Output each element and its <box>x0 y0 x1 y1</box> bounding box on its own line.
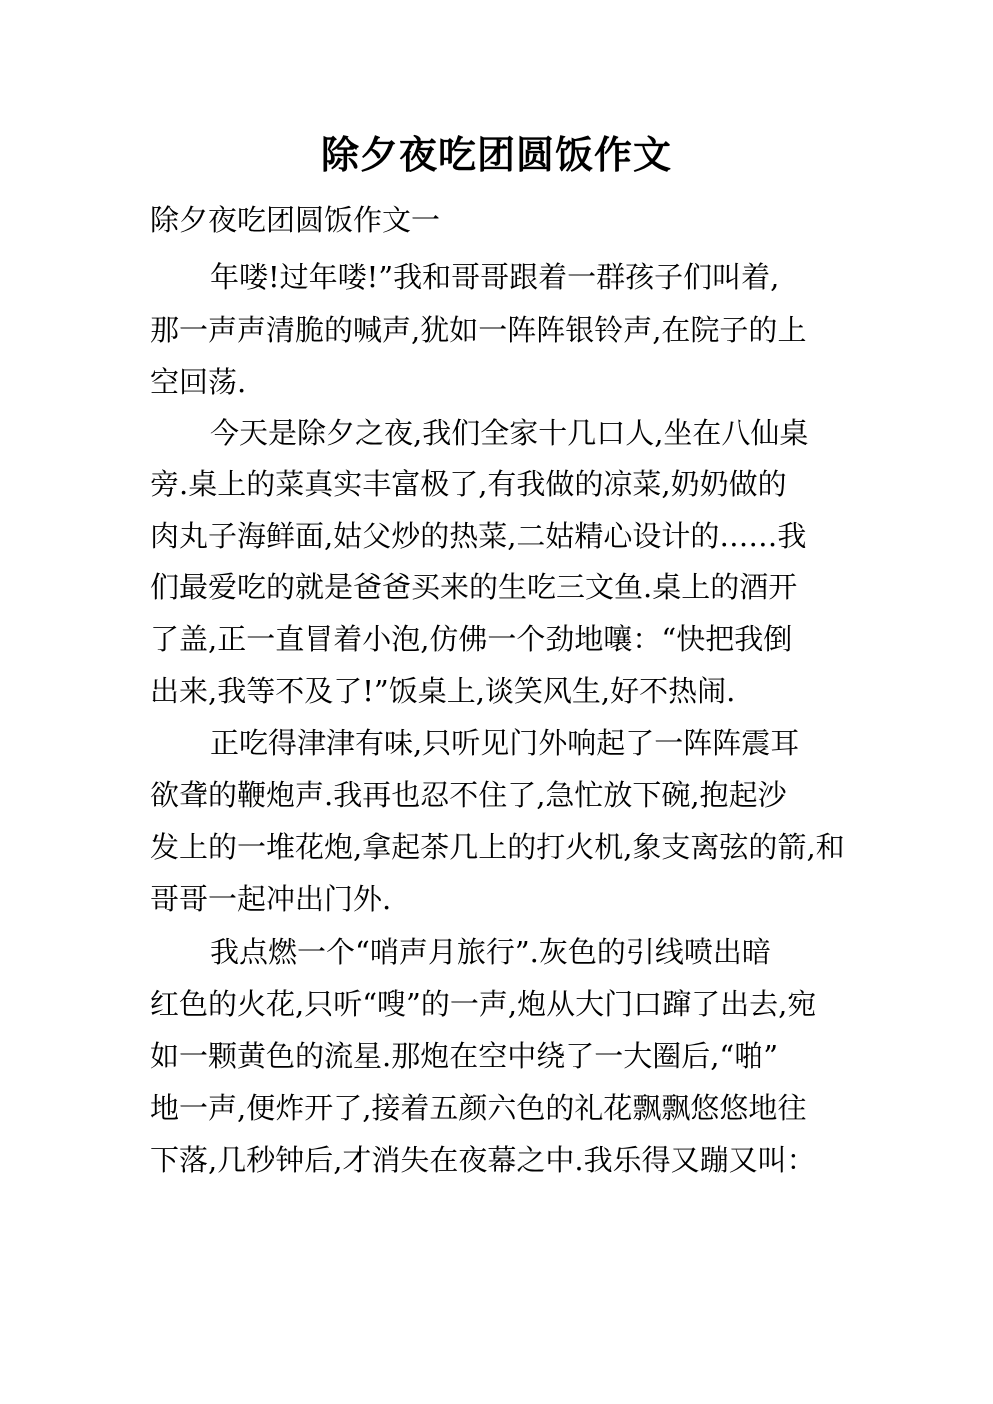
paragraph-line: 那一声声清脆的喊声,犹如一阵阵银铃声,在院子的上 <box>150 313 807 347</box>
paragraph-line: 今天是除夕之夜,我们全家十几口人,坐在八仙桌 <box>210 416 809 450</box>
document-title: 除夕夜吃团圆饭作文 <box>320 133 672 177</box>
paragraph-line: 下落,几秒钟后,才消失在夜幕之中.我乐得又蹦又叫： <box>150 1143 816 1177</box>
paragraph-line: 红色的火花,只听“嗖”的一声,炮从大门口蹿了出去,宛 <box>150 987 817 1021</box>
paragraph-line: 哥哥一起冲出门外. <box>150 882 392 916</box>
paragraph-line: 空回荡. <box>150 365 247 399</box>
section-heading: 除夕夜吃团圆饭作文一 <box>150 203 441 237</box>
paragraph-line: 了盖,正一直冒着小泡,仿佛一个劲地嚷：“快把我倒 <box>150 622 793 656</box>
paragraph-line: 出来,我等不及了!”饭桌上,谈笑风生,好不热闹. <box>150 674 736 708</box>
paragraph-line: 旁.桌上的菜真实丰富极了,有我做的凉菜,奶奶做的 <box>150 467 787 501</box>
paragraph-line: 欲聋的鞭炮声.我再也忍不住了,急忙放下碗,抱起沙 <box>150 778 787 812</box>
paragraph-line: 发上的一堆花炮,拿起茶几上的打火机,象支离弦的箭,和 <box>150 830 845 864</box>
paragraph-line: 地一声,便炸开了,接着五颜六色的礼花飘飘悠悠地往 <box>150 1091 807 1125</box>
paragraph-line: 正吃得津津有味,只听见门外响起了一阵阵震耳 <box>210 726 800 760</box>
paragraph-line: 我点燃一个“哨声月旅行”.灰色的引线喷出暗 <box>210 935 771 969</box>
paragraph-line: 年喽!过年喽!”我和哥哥跟着一群孩子们叫着, <box>210 260 780 294</box>
paragraph-line: 如一颗黄色的流星.那炮在空中绕了一大圈后,“啪” <box>150 1039 779 1073</box>
paragraph-line: 肉丸子海鲜面,姑父炒的热菜,二姑精心设计的……我 <box>150 519 807 553</box>
paragraph-line: 们最爱吃的就是爸爸买来的生吃三文鱼.桌上的酒开 <box>150 570 798 604</box>
